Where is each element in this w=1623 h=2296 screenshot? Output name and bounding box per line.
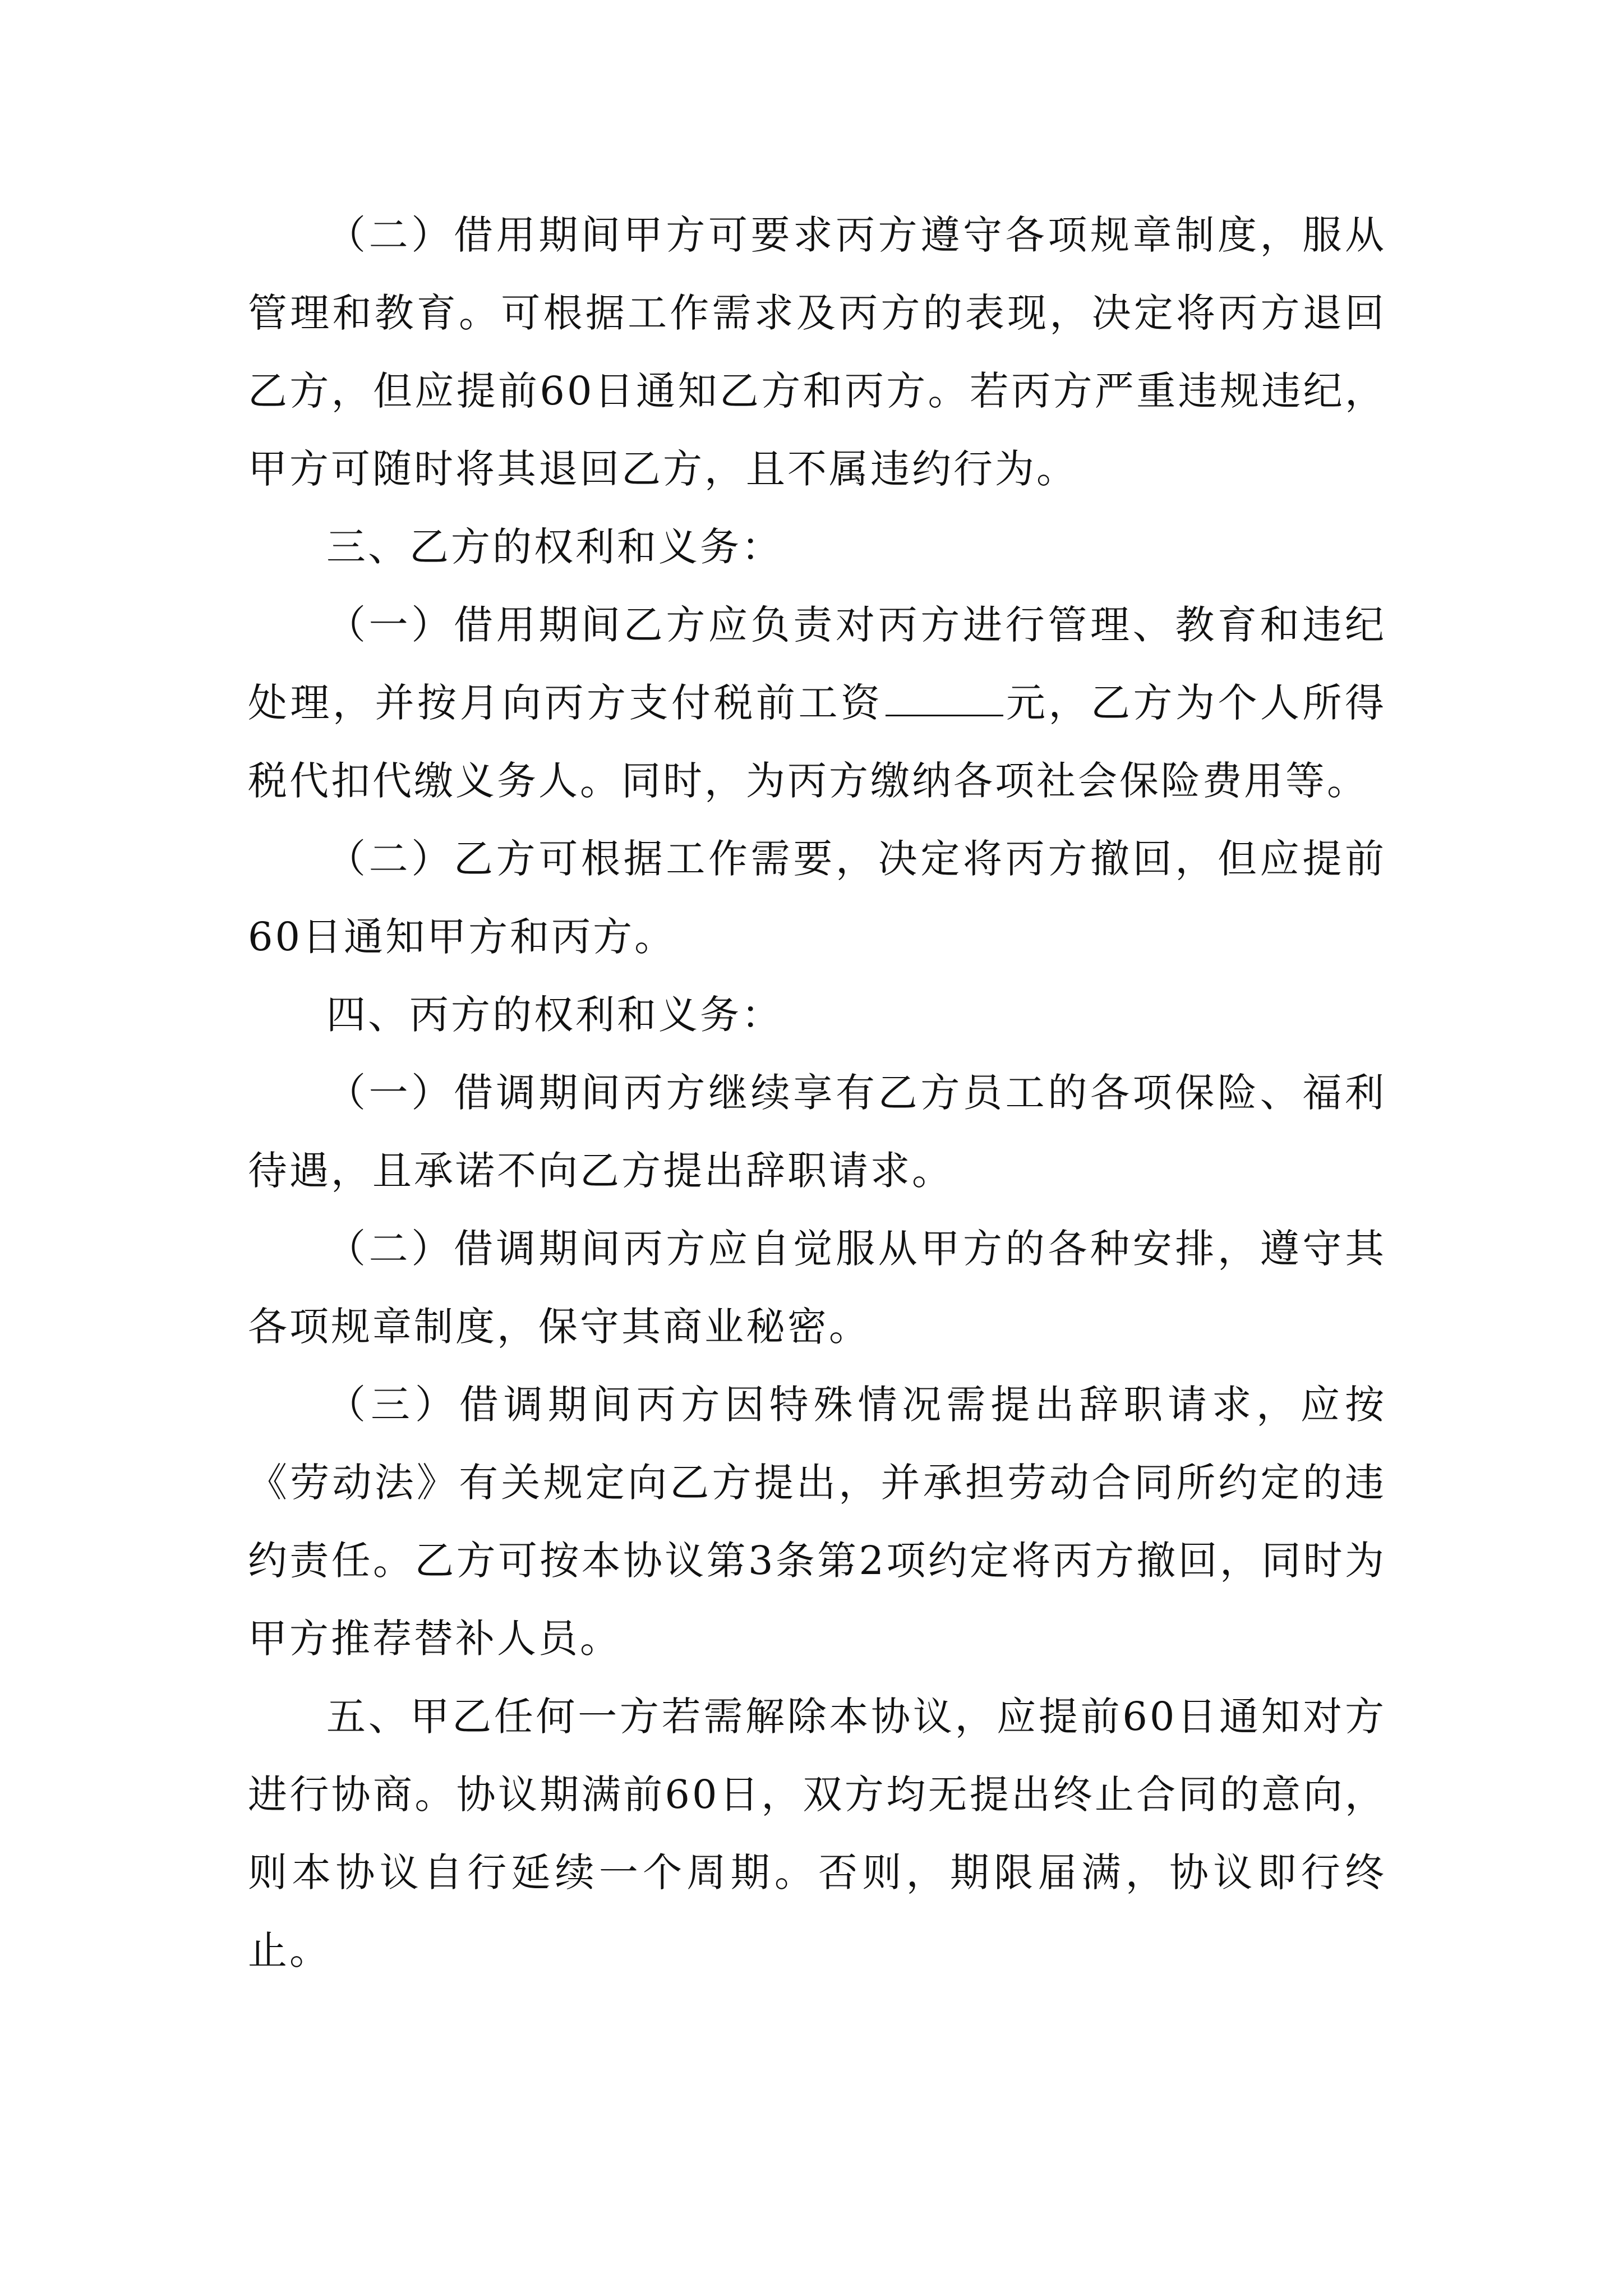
paragraph-clause-4-2: （二）借调期间丙方应自觉服从甲方的各种安排，遵守其各项规章制度，保守其商业秘密。 bbox=[248, 1226, 1386, 1350]
paragraph-clause-3-1 bbox=[248, 586, 1386, 820]
paragraph-clause-2-2: （二）借用期间甲方可要求丙方遵守各项规章制度，服从管理和教育。可根据工作需求及丙方的表现，决定将丙方退回乙方，但应提前60日通知乙方和丙方。若丙方严重违规违纪，甲方可随时将其退回乙方，且不属违约行为。 bbox=[248, 212, 1386, 492]
clause-3-1-text-before: （一）借用期间乙方应负责对丙方进行管理、教育和违纪处理，并按月向丙方支付税前工资 bbox=[248, 602, 1386, 726]
document-body bbox=[248, 196, 1386, 1990]
clause-3-1-text-after: 元，乙方为个人所得税代扣代缴义务人。同时，为丙方缴纳各项社会保险费用等。 bbox=[248, 680, 1386, 804]
heading-party-b-rights: 三、乙方的权利和义务： bbox=[326, 524, 783, 570]
heading-party-c-rights: 四、丙方的权利和义务： bbox=[326, 992, 783, 1038]
salary-blank-field bbox=[886, 682, 1003, 716]
paragraph-clause-4-3: （三）借调期间丙方因特殊情况需提出辞职请求，应按《劳动法》有关规定向乙方提出，并承担劳动合同所约定的违约责任。乙方可按本协议第3条第2项约定将丙方撤回，同时为甲方推荐替补人员。 bbox=[248, 1382, 1386, 1662]
paragraph-clause-4-1: （一）借调期间丙方继续享有乙方员工的各项保险、福利待遇，且承诺不向乙方提出辞职请求。 bbox=[248, 1070, 1386, 1194]
paragraph-clause-5: 五、甲乙任何一方若需解除本协议，应提前60日通知对方进行协商。协议期满前60日，双方均无提出终止合同的意向，则本协议自行延续一个周期。否则，期限届满，协议即行终止。 bbox=[248, 1694, 1386, 1973]
paragraph-clause-3-2: （二）乙方可根据工作需要，决定将丙方撤回，但应提前60日通知甲方和丙方。 bbox=[248, 836, 1386, 960]
